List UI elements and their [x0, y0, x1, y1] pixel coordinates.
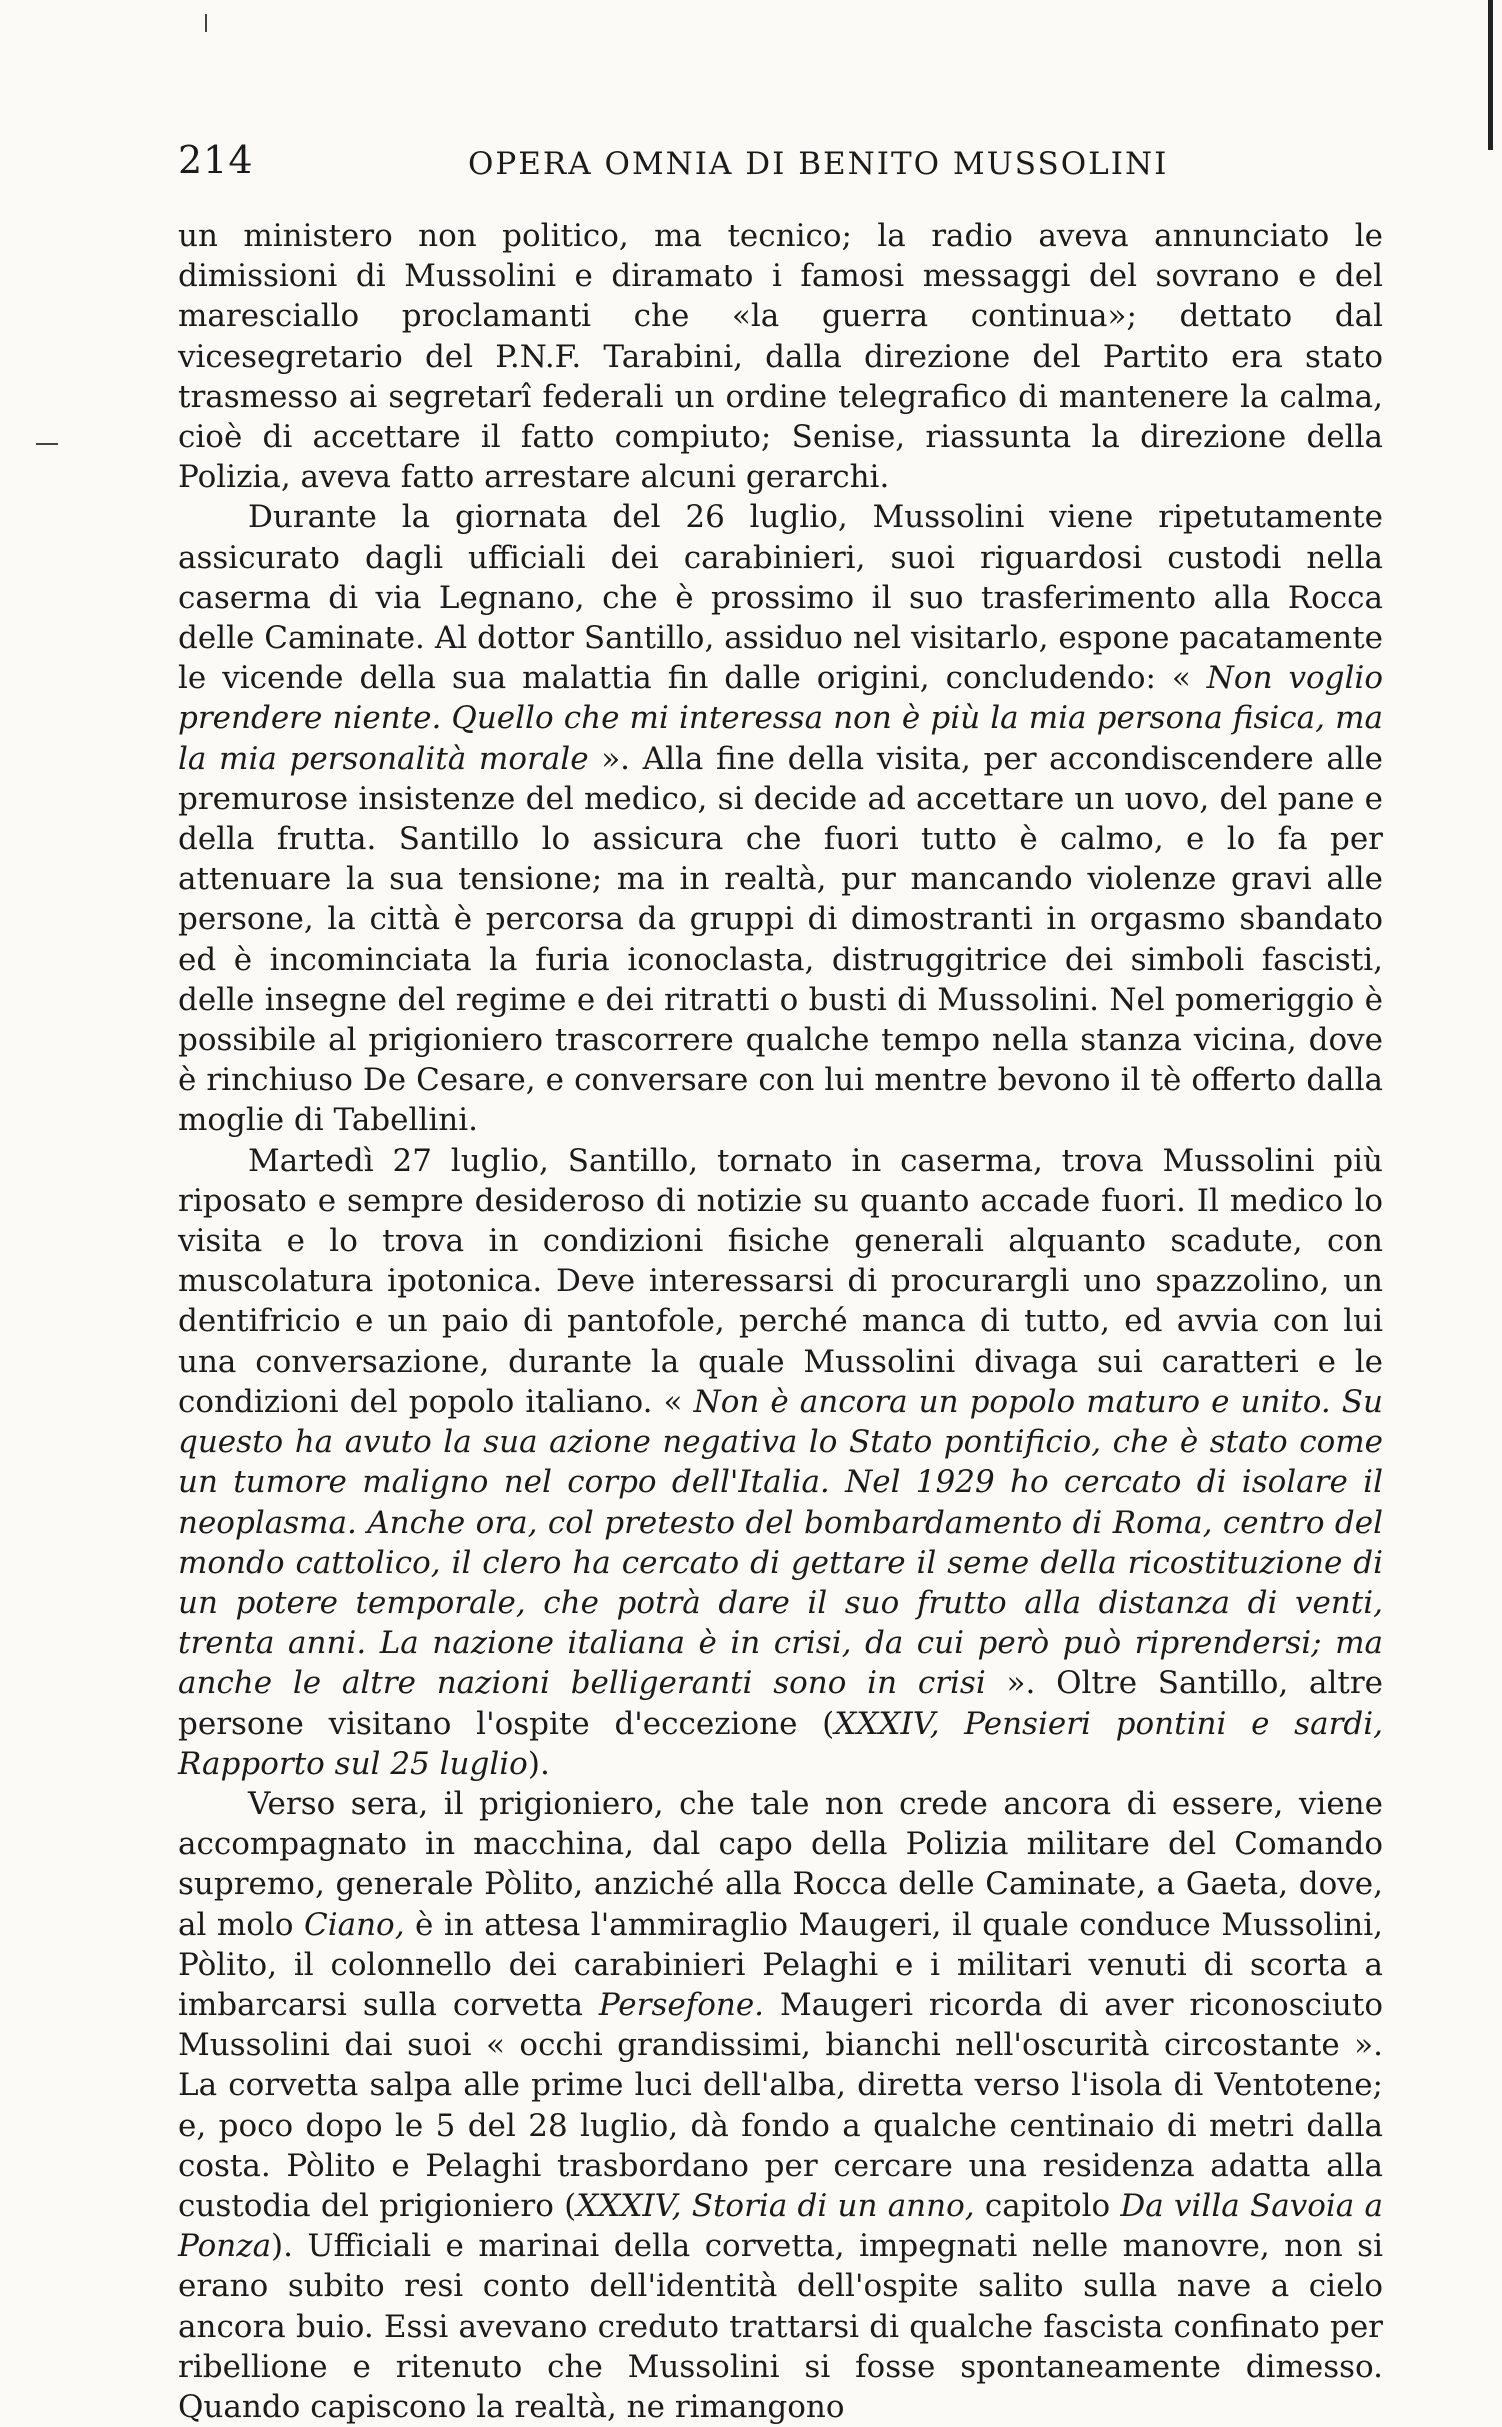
- italic-run: Non voglio prendere niente. Quello che mi interessa non è più la mia persona fisica, ma la mia personalità morale: [178, 660, 1383, 777]
- text-run: Verso sera, il prigioniero, che tale non crede ancora di essere, viene accompagnato in macchina, dal capo della Polizia militare del Comando supremo, generale Pòlito, anziché alla Rocca delle Caminate, a Gaeta, dove, al molo: [178, 1785, 1383, 1943]
- text-run: un ministero non politico, ma tecnico; la radio aveva annunciato le dimissioni di Mussolini e diramato i famosi messaggi del sovrano e del maresciallo proclamanti che «la guerra continua»; dettato dal vicesegretario del P.N.F. Tarabini, dalla direzione del Partito era stato trasmesso ai segretarî federali un ordine telegrafico di mantenere la calma, cioè di accettare il fatto compiuto; Senise, riassunta la direzione della Polizia, aveva fatto arrestare alcuni gerarchi.: [178, 218, 1383, 496]
- italic-run: Ciano,: [303, 1906, 405, 1943]
- scan-mark-right: [1488, 0, 1493, 150]
- italic-run: Non è ancora un popolo maturo e unito. Su questo ha avuto la sua azione negativa lo Stato pontificio, che è stato come un tumore maligno nel corpo dell'Italia. Nel 1929 ho cercato di isolare il neoplasma. Anche ora, col pretesto del bombardamento di Roma, centro del mondo cattolico, il clero ha cercato di gettare il seme della ricostituzione di un potere temporale, che potrà dare il suo frutto alla distanza di venti, trenta anni. La nazione italiana è in crisi, da cui però può riprendersi; ma anche le altre nazioni belligeranti sono in crisi: [178, 1383, 1384, 1702]
- page-number: 214: [178, 138, 254, 182]
- text-run: ». Oltre Santillo, altre persone visitano l'ospite d'eccezione (: [178, 1665, 1383, 1742]
- paragraph: [178, 497, 1383, 1140]
- text-run: ).: [527, 1745, 550, 1782]
- scan-mark-left: [36, 443, 58, 445]
- italic-run: Da villa Savoia a Ponza: [178, 2187, 1383, 2265]
- paragraph: [178, 1141, 1383, 1784]
- text-run: è in attesa l'ammiraglio Maugeri, il quale conduce Mussolini, Pòlito, il colonnello dei carabinieri Pelaghi e i militari venuti di scorta a imbarcarsi sulla corvetta: [178, 1906, 1383, 2023]
- paragraph: [178, 1784, 1383, 2427]
- text-run: ». Alla fine della visita, per accondiscendere alle premurose insistenze del medico, si decide ad accettare un uovo, del pane e della frutta. Santillo lo assicura che fuori tutto è calmo, e lo fa per attenuare la sua tensione; ma in realtà, pur mancando violenze gravi alle persone, la città è percorsa da gruppi di dimostranti in orgasmo sbandato ed è incominciata la furia iconoclasta, distruggitrice dei simboli fascisti, delle insegne del regime e dei ritratti o busti di Mussolini. Nel pomeriggio è possibile al prigioniero trascorrere qualche tempo nella stanza vicina, dove è rinchiuso De Cesare, e conversare con lui mentre bevono il tè offerto dalla moglie di Tabellini.: [178, 740, 1383, 1139]
- text-run: capitolo: [974, 2187, 1121, 2224]
- text-run: ). Ufficiali e marinai della corvetta, impegnati nelle manovre, non si erano subito resi conto dell'identità dell'ospite salito sulla nave a cielo ancora buio. Essi avevano creduto trattarsi di qualche fascista confinato per ribellione e ritenuto che Mussolini si fosse spontaneamente dimesso. Quando capiscono la realtà, ne rimangono: [178, 2228, 1383, 2425]
- scan-mark-top: [205, 14, 207, 32]
- running-title: OPERA OMNIA DI BENITO MUSSOLINI: [468, 146, 1169, 182]
- italic-run: XXXIV, Pensieri pontini e sardi, Rapporto sul 25 luglio: [178, 1705, 1383, 1782]
- text-run: Durante la giornata del 26 luglio, Mussolini viene ripetutamente assicurato dagli ufficiali dei carabinieri, suoi riguardosi custodi nella caserma di via Legnano, che è prossimo il suo trasferimento alla Rocca delle Caminate. Al dottor Santillo, assiduo nel visitarlo, espone pacatamente le vicende della sua malattia fin dalle origini, concludendo: «: [178, 499, 1383, 697]
- paragraph: [178, 216, 1383, 497]
- text-run: Martedì 27 luglio, Santillo, tornato in caserma, trova Mussolini più riposato e sempre desideroso di notizie su quanto accade fuori. Il medico lo visita e lo trova in condizioni fisiche generali alquanto scadute, con muscolatura ipotonica. Deve interessarsi di procurargli uno spazzolino, un dentifricio e un paio di pantofole, perché manca di tutto, ed avvia con lui una conversazione, durante la quale Mussolini divaga sui caratteri e le condizioni del popolo italiano. «: [178, 1142, 1383, 1420]
- italic-run: Persefone.: [598, 1986, 765, 2023]
- text-run: Maugeri ricorda di aver riconosciuto Mussolini dai suoi « occhi grandissimi, bianchi nell'oscurità circostante ». La corvetta salpa alle prime luci dell'alba, diretta verso l'isola di Ventotene; e, poco dopo le 5 del 28 luglio, dà fondo a qualche centinaio di metri dalla costa. Pòlito e Pelaghi trasbordano per cercare una residenza adatta alla custodia del prigioniero (: [178, 1986, 1383, 2224]
- body-text: [178, 216, 1383, 2427]
- italic-run: XXXIV, Storia di un anno,: [576, 2187, 975, 2224]
- page-header: [178, 138, 1383, 188]
